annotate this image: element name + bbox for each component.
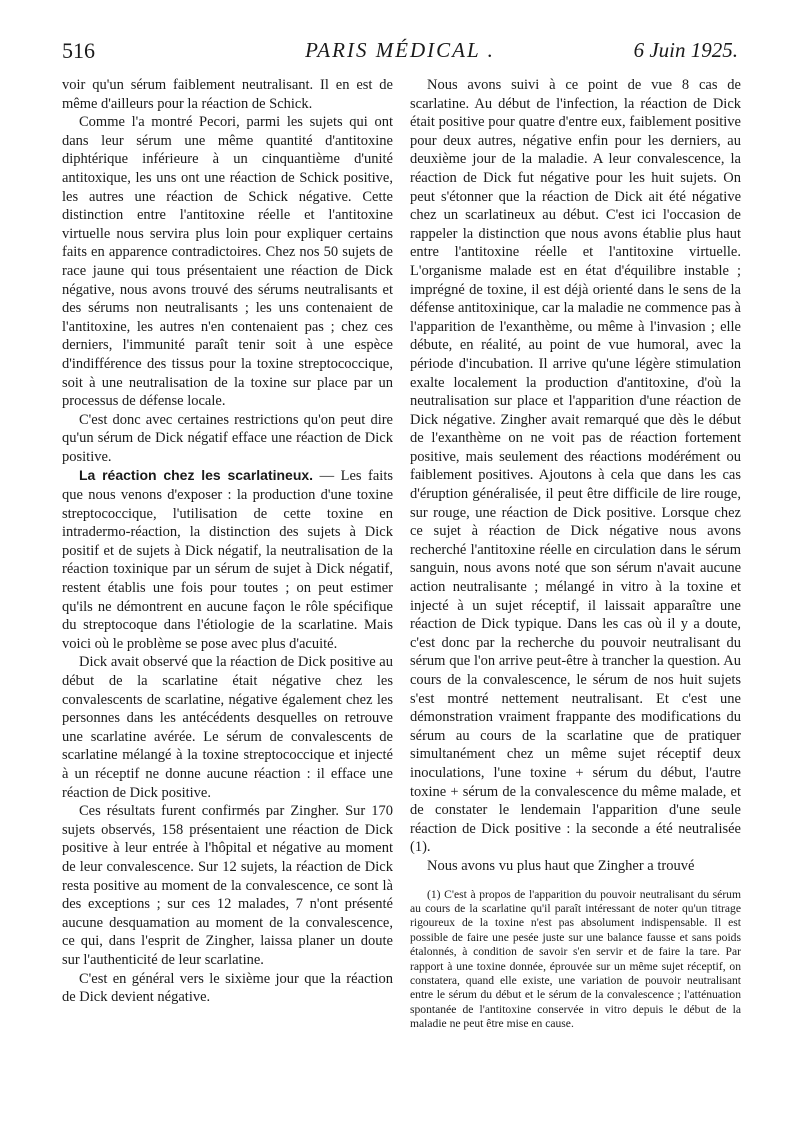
paragraph: C'est en général vers le sixième jour que la réaction de Dick devient négative.: [62, 970, 393, 1006]
footnote: [410, 888, 741, 1032]
paragraph: C'est donc avec certaines restrictions qu'on peut dire qu'un sérum de Dick négatif efface une réaction de Dick positive.: [62, 411, 393, 465]
section-text: — Les faits que nous venons d'exposer : la production d'une toxine streptococcique, l'utilisation de cette toxine en intradermo-réaction, la distinction des sujets à Dick positif et de sujets à Dick négatif, la neutralisation de la réaction toxinique par un sérum de sujet à Dick négatif, restent établis une fois pour toutes ; on peut estimer qu'ils ne démontrent en aucune façon le rôle spécifique du streptocoque dans l'étiologie de la scarlatine. Mais voici où le problème se pose avec plus d'acuité.: [62, 468, 393, 652]
page-header: [62, 38, 738, 68]
right-column: [410, 76, 741, 1032]
issue-date: 6 Juin 1925.: [633, 38, 738, 62]
paragraph: Dick avait observé que la réaction de Dick positive au début de la scarlatine était négative chez les convalescents de scarlatine, négative également chez les personnes dans les antécédents desquelles on retrouve une scarlatine avérée. Le sérum de convalescents de scarlatine mélangé à la toxine streptococcique et injecté à un réceptif ne donne aucune réaction : il efface une réaction de Dick positive.: [62, 654, 393, 801]
paragraph: voir qu'un sérum faiblement neutralisant. Il en est de même d'ailleurs pour la réaction de Schick.: [62, 77, 393, 112]
paragraph: Ces résultats furent confirmés par Zingher. Sur 170 sujets observés, 158 présentaient une réaction de Dick positive à leur entrée à l'hôpital et négative au moment de leur convalescence. Sur 12 sujets, la réaction de Dick resta positive au moment de la convalescence, ce sont là des exceptions ; sur ces 12 malades, 7 n'ont présenté aucune desquamation au moment de la convalescence, ce qui, dans l'esprit de Zingher, laissa planer un doute sur l'authenticité de leur scarlatine.: [62, 803, 393, 968]
section-paragraph: [62, 466, 393, 653]
left-column: [62, 76, 393, 1007]
paragraph: Nous avons suivi à ce point de vue 8 cas de scarlatine. Au début de l'infection, la réaction de Dick était positive pour quatre d'entre eux, faiblement positive pour deux autres, négative enfin pour les derniers, au deuxième jour de la maladie. A leur convalescence, la réaction de Dick fut négative pour les huit sujets. On peut s'étonner que la réaction de Dick ait été négative chez un scarlatineux au début. C'est ici l'occasion de rappeler la distinction que nous avons établie plus haut entre l'antitoxine réelle et l'antitoxine virtuelle. L'organisme malade est en état d'équilibre instable ; imprégné de toxine, il est déjà orienté dans le sens de la défense antitoxinique, car la maladie ne commence pas à l'apparition de l'exanthème, ou même à l'invasion ; elle débute, en réalité, au point de vue humoral, avec la période d'incubation. Il arrive qu'une légère stimulation exalte localement la production d'antitoxine, d'où la neutralisation sur place et l'apparition d'une réaction de Dick négative. Zingher avait remarqué que dès le début de l'exanthème on ne voit pas de réaction fortement positive, mais seulement des réactions modérément ou faiblement positives. Ajoutons à cela que dans les cas d'éruption généralisée, il peut être difficile de lire rouge, sur rouge, une réaction de Dick positive. Lorsque chez ce sujet à réaction de Dick négative nous avons recherché l'antitoxine réelle en circulation dans le sérum sanguin, nous avons noté que son sérum n'avait aucune action neutralisante ; mélangé in vitro à la toxine et injecté à un sujet réceptif, il laissait apparaître une réaction de Dick typique. Dans les cas où il y a doute, c'est donc par la recherche du pouvoir neutralisant du sérum que l'on arrive peut-être à trancher la question. Au cours de la convalescence, le sérum de nos huit sujets s'est montré nettement neutralisant. Et c'est une démonstration vraiment frappante des modifications du sérum au cours de la scarlatine que de pratiquer simultanément chez un même sujet réceptif deux inoculations, l'une toxine + sérum du début, l'autre toxine + sérum de la convalescence du même malade, et de constater le lendemain l'apparition d'une seule réaction de Dick positive : la seconde a été neutralisée (1).: [410, 77, 741, 856]
paragraph: Nous avons vu plus haut que Zingher a trouvé: [427, 857, 695, 874]
paragraph: Comme l'a montré Pecori, parmi les sujets qui ont dans leur sérum une même quantité d'antitoxine diphtérique inférieure à un cinquantième d'unité antitoxique, les uns ont une réaction de Schick positive, les autres une réaction de Schick négative. Cette distinction entre l'antitoxine réelle et l'antitoxine virtuelle nous servira plus loin pour expliquer certains faits en apparence contradictoires. Chez nos 50 sujets de race jaune qui tous présentaient une réaction de Dick négative, nous avons trouvé des sérums neutralisants et des sérums non neutralisants ; les uns contenaient de l'antitoxine, les autres n'en contenaient pas ; chez ces derniers, l'immunité paraît tenir soit à une espèce d'indifférence des tissus pour la toxine streptococcique, soit à une neutralisation de la toxine sur place par un processus de défense locale.: [62, 114, 393, 410]
section-heading: La réaction chez les scarlatineux.: [79, 467, 314, 484]
header-dot: .: [487, 38, 495, 62]
footnote-text: (1) C'est à propos de l'apparition du pouvoir neutralisant du sérum au cours de la scarlatine qu'il paraît intéressant de noter qu'un titrage rigoureux de la toxine n'est pas absolument indispensable. Il est possible de faire une pesée juste sur une balance fausse et sans poids étalonnés, à condition de savoir s'en servir et de faire la tare. Par rapport à une toxine donnée, éprouvée sur un même sujet réceptif, on constatera, quand elle existe, une variation de pouvoir neutralisant entre le sérum du début et le sérum de la convalescence ; l'atténuation spontanée de l'antitoxine conservée in vitro depuis le début de la maladie ne peut être mise en cause.: [410, 887, 741, 1031]
page-number: 516: [62, 38, 95, 63]
journal-name: PARIS MÉDICAL: [305, 38, 481, 62]
